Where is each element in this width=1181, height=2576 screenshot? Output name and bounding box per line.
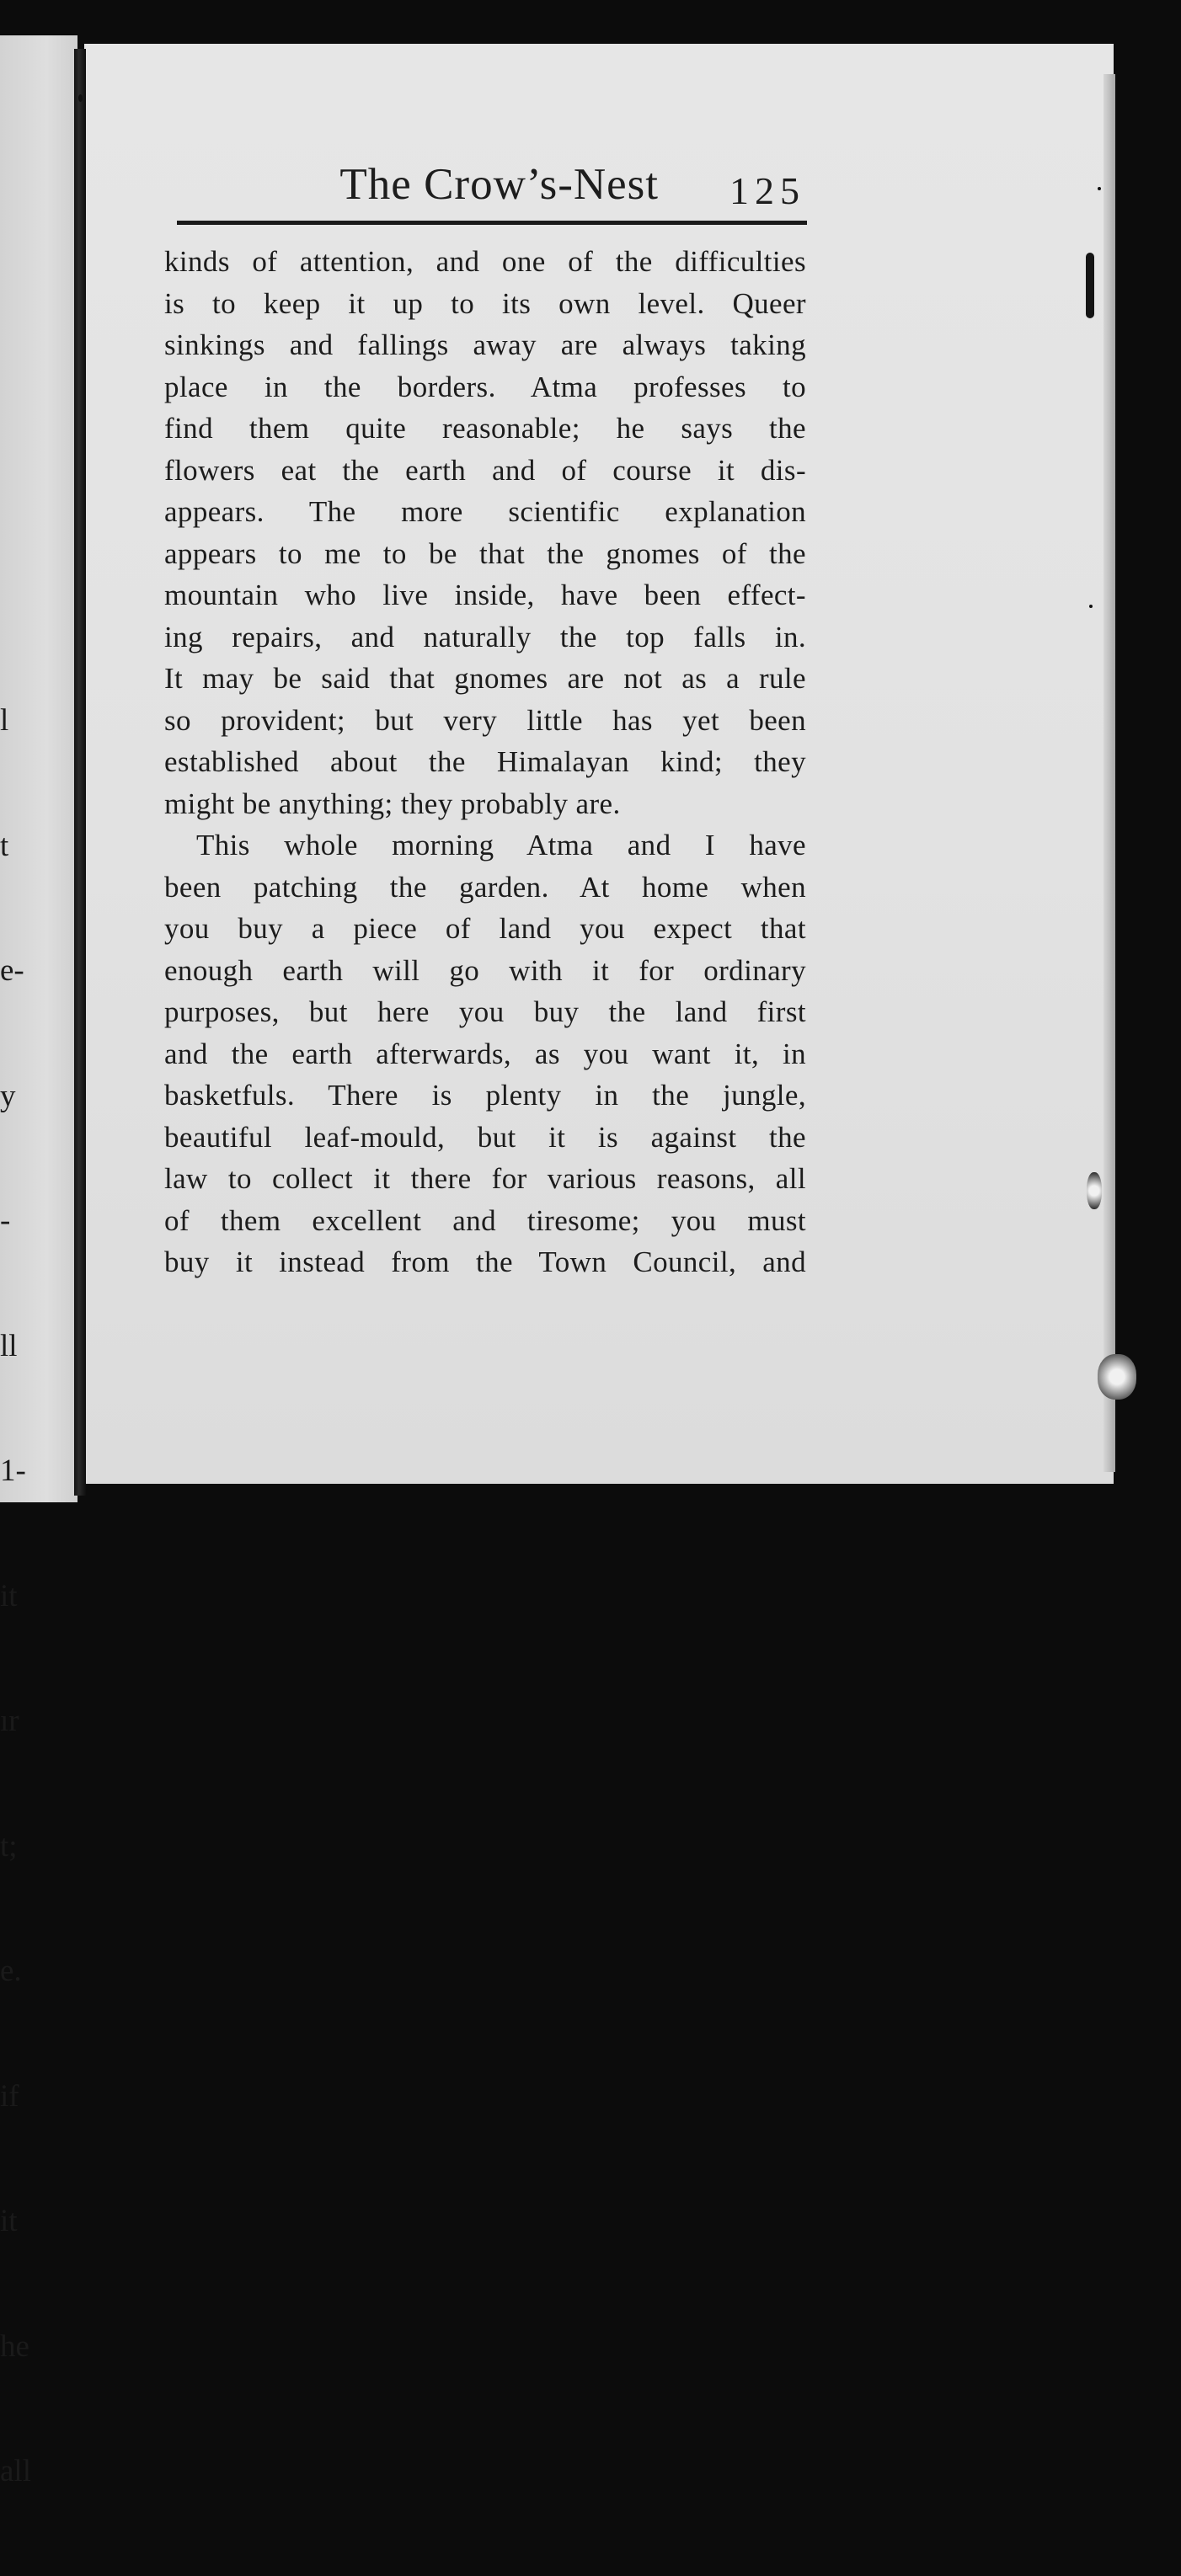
page-number: 125: [729, 169, 805, 212]
header-rule: [177, 221, 807, 225]
text-line: of them excellent and tiresome; you must: [164, 1203, 806, 1237]
scan-speck: [78, 94, 83, 102]
text-line: beautiful leaf-mould, but it is against the: [164, 1120, 806, 1154]
text-line: buy it instead from the Town Council, and: [164, 1245, 806, 1278]
scan-speck: [1098, 187, 1101, 190]
previous-page-margin-text: [0, 616, 34, 2576]
running-head: [177, 158, 809, 211]
text-line: purposes, but here you buy the land first: [164, 995, 806, 1028]
text-line: It may be said that gnomes are not as a rule: [164, 662, 806, 695]
text-line: might be anything; they probably are.: [164, 787, 621, 820]
text-line: ing repairs, and naturally the top falls in.: [164, 620, 806, 653]
scan-blot: [1098, 1354, 1136, 1400]
margin-fragment: 1-: [0, 1453, 26, 1488]
text-line: sinkings and fallings away are always taking: [164, 328, 806, 361]
text-line: and the earth afterwards, as you want it, in: [164, 1037, 806, 1070]
text-line: This whole morning Atma and I have: [196, 829, 806, 861]
scan-blot: [1087, 1172, 1102, 1209]
margin-fragment: e-: [0, 953, 24, 988]
scan-speck: [1089, 605, 1093, 608]
text-line: place in the borders. Atma professes to: [164, 370, 806, 403]
margin-fragment: t: [0, 828, 9, 863]
text-line: appears to me to be that the gnomes of the: [164, 536, 806, 570]
margin-fragment: it: [0, 1578, 18, 1613]
margin-fragment: ll: [0, 1328, 18, 1363]
text-line: appears. The more scientific explanation: [164, 495, 806, 528]
text-line: basketfuls. There is plenty in the jungle,: [164, 1079, 806, 1112]
margin-fragment: t;: [0, 1828, 18, 1864]
margin-fragment: if: [0, 2078, 19, 2114]
text-line: been patching the garden. At home when: [164, 870, 806, 904]
text-line: find them quite reasonable; he says the: [164, 412, 806, 445]
ink-mark: [1086, 253, 1094, 318]
text-line: is to keep it up to its own level. Queer: [164, 286, 806, 320]
text-line: you buy a piece of land you expect that: [164, 912, 806, 945]
text-line: kinds of attention, and one of the difficulties: [164, 245, 806, 278]
margin-fragment: y: [0, 1078, 16, 1113]
body-text: [164, 241, 806, 1283]
page-edge-shadow: [1104, 74, 1115, 1472]
margin-fragment: -: [0, 1203, 11, 1238]
margin-fragment: all: [0, 2454, 31, 2488]
text-line: enough earth will go with it for ordinary: [164, 953, 806, 987]
text-line: established about the Himalayan kind; they: [164, 745, 806, 778]
previous-page-edge: [0, 35, 77, 2488]
text-line: flowers eat the earth and of course it dis-: [164, 453, 806, 487]
margin-fragment: l: [0, 703, 9, 738]
text-line: law to collect it there for various reasons, all: [164, 1162, 806, 1195]
margin-fragment: it: [0, 2204, 18, 2238]
text-line: so provident; but very little has yet been: [164, 703, 806, 737]
running-head-title: The Crow’s-Nest: [339, 160, 659, 209]
margin-fragment: he: [0, 2328, 29, 2364]
book-spine: [74, 49, 86, 1496]
margin-fragment: ır: [0, 1704, 19, 1738]
margin-fragment: e.: [0, 1954, 22, 1988]
text-line: mountain who live inside, have been effect-: [164, 579, 806, 611]
